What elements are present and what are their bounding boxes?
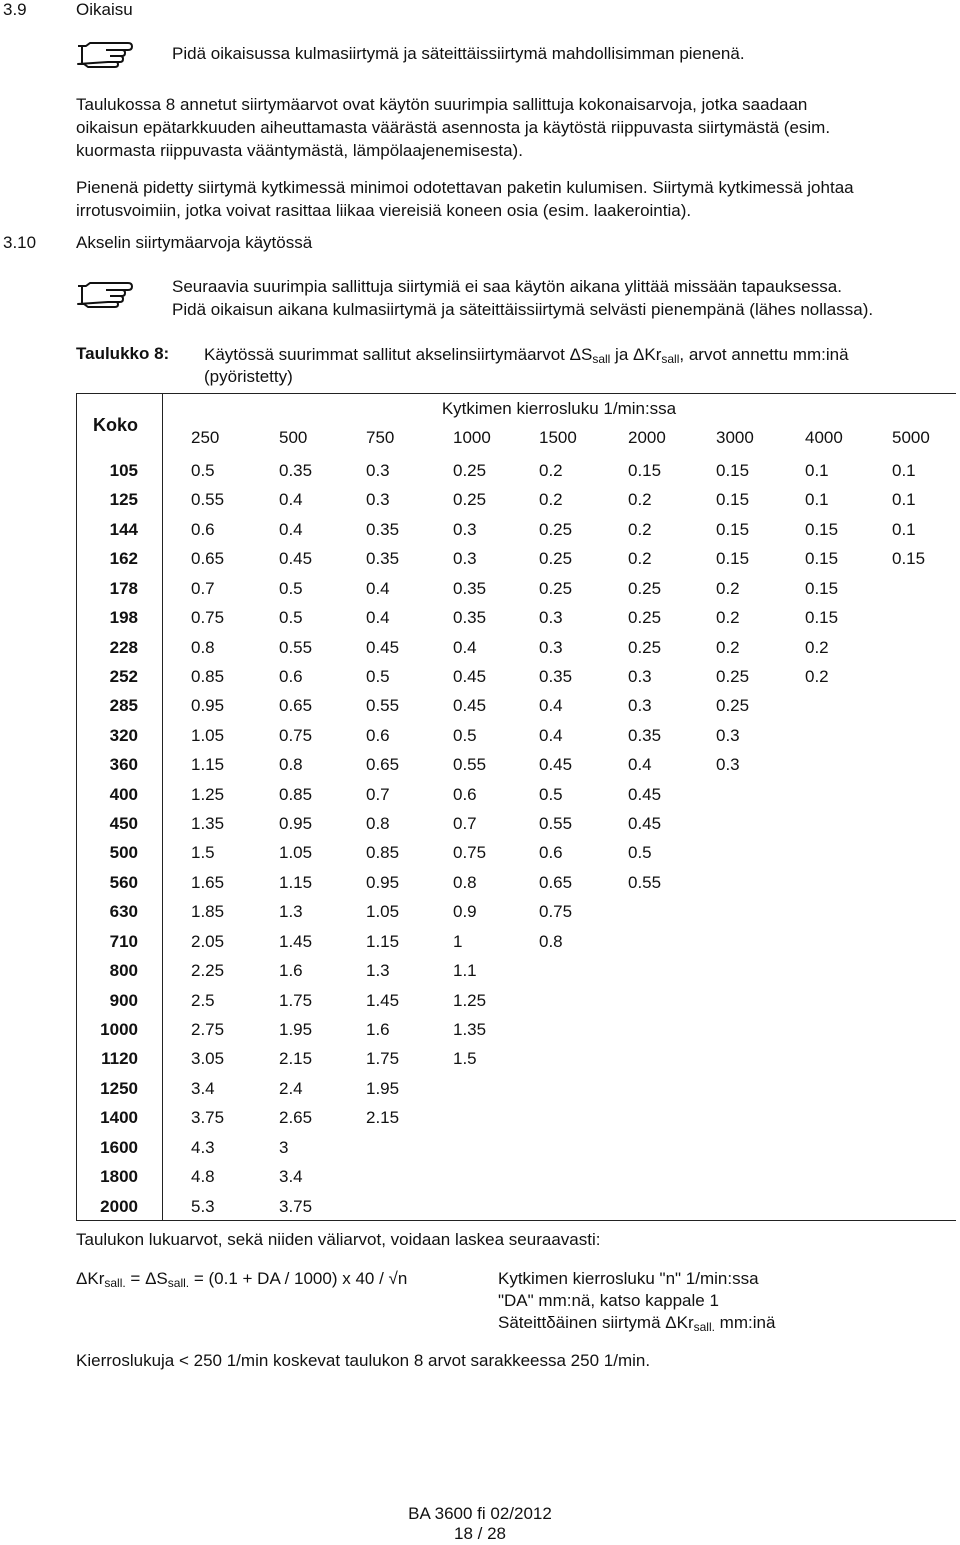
value-cell: 1.5 [191, 843, 215, 863]
value-cell: 0.4 [453, 637, 477, 657]
size-cell: 252 [109, 666, 138, 686]
value-cell: 1.05 [279, 843, 313, 863]
value-cell: 0.55 [628, 872, 662, 892]
value-cell: 1.75 [279, 990, 313, 1010]
note-line: Pidä oikaisun aikana kulmasiirtymä ja säteittäissiirtymä selvästi pienempänä (lähes nollassa). [172, 300, 874, 319]
value-cell: 1.45 [279, 931, 313, 951]
value-cell: 4.8 [191, 1167, 215, 1187]
value-cell: 0.2 [628, 519, 652, 539]
value-cell: 0.25 [716, 666, 750, 686]
size-cell: 178 [109, 578, 138, 598]
value-cell: 0.3 [539, 608, 563, 628]
value-cell: 0.1 [805, 461, 829, 480]
size-cell: 1400 [100, 1108, 138, 1128]
value-cell: 0.45 [539, 755, 573, 775]
value-cell: 0.2 [539, 490, 563, 510]
value-cell: 0.1 [892, 490, 916, 510]
value-cell: 0.85 [279, 784, 313, 804]
value-cell: 1.35 [191, 814, 225, 834]
value-cell: 2.15 [279, 1049, 313, 1069]
footer-doc-id: BA 3600 fi 02/2012 [408, 1504, 552, 1523]
value-cell: 0.6 [366, 725, 390, 745]
value-cell: 1.85 [191, 902, 225, 922]
size-cell: 450 [109, 814, 138, 834]
size-header: Koko [93, 415, 138, 435]
value-cell: 0.95 [191, 696, 225, 716]
value-cell: 0.15 [805, 519, 839, 539]
value-cell: 1.15 [191, 755, 225, 775]
speed-column-header: 5000 [892, 428, 930, 447]
size-cell: 400 [109, 784, 138, 804]
speed-column-header: 250 [191, 428, 220, 447]
note-2 [172, 275, 873, 321]
low-speed-note: Kierroslukuja < 250 1/min koskevat taulukon 8 arvot sarakkeessa 250 1/min. [76, 1351, 651, 1370]
paragraph-line: Taulukossa 8 annetut siirtymäarvot ovat käytön suurimpia sallittuja kokonaisarvoja, jotka saadaan [76, 95, 808, 114]
value-cell: 1.05 [366, 902, 400, 922]
value-cell: 2.4 [279, 1078, 303, 1098]
value-cell: 2.25 [191, 961, 225, 981]
value-cell: 1.95 [279, 1019, 313, 1039]
paragraph-line: kuormasta riippuvasta vääntymästä, lämpölaajenemisesta). [76, 141, 523, 160]
value-cell: 1.6 [279, 961, 303, 981]
value-cell: 0.55 [191, 490, 225, 510]
size-cell: 1600 [100, 1137, 138, 1157]
value-cell: 0.65 [539, 872, 573, 892]
value-cell: 0.15 [892, 549, 926, 569]
value-cell: 0.6 [191, 519, 215, 539]
value-cell: 0.7 [453, 814, 477, 834]
size-cell: 285 [109, 696, 138, 716]
value-cell: 0.35 [628, 725, 662, 745]
value-cell: 0.3 [716, 725, 740, 745]
value-cell: 1.6 [366, 1019, 390, 1039]
value-cell: 0.2 [716, 578, 740, 598]
size-cell: 630 [109, 902, 138, 922]
section-number: 3.10 [3, 233, 37, 252]
value-cell: 0.25 [453, 461, 487, 480]
value-cell: 0.2 [716, 608, 740, 628]
value-cell: 0.15 [716, 490, 750, 510]
legend-line: Säteittδäinen siirtymä ΔKr$_{sall.}$ mm:inä [498, 1313, 776, 1334]
size-cell: 1000 [100, 1019, 138, 1039]
speed-column-header: 4000 [805, 428, 843, 447]
value-cell: 0.4 [366, 608, 390, 628]
value-cell: 1.45 [366, 990, 400, 1010]
value-cell: 0.2 [805, 666, 829, 686]
value-cell: 1.3 [366, 961, 390, 981]
value-cell: 0.45 [628, 814, 662, 834]
value-cell: 0.15 [628, 461, 662, 480]
value-cell: 2.15 [366, 1108, 400, 1128]
value-cell: 0.55 [279, 637, 313, 657]
pointing-hand-icon [76, 278, 134, 308]
value-cell: 0.6 [279, 666, 303, 686]
page-number: 18 / 28 [454, 1524, 506, 1543]
value-cell: 0.75 [279, 725, 313, 745]
size-cell: 125 [109, 490, 138, 510]
note-1: Pidä oikaisussa kulmasiirtymä ja säteittäissiirtymä mahdollisimman pienenä. [172, 44, 745, 63]
speed-column-header: 750 [366, 428, 395, 447]
size-cell: 105 [109, 461, 138, 480]
size-cell: 360 [109, 755, 138, 775]
value-cell: 0.5 [539, 784, 563, 804]
value-cell: 0.65 [191, 549, 225, 569]
value-cell: 0.5 [191, 461, 215, 480]
size-cell: 1120 [101, 1049, 138, 1069]
value-cell: 3 [279, 1137, 289, 1157]
size-cell: 710 [109, 931, 138, 951]
value-cell: 0.55 [453, 755, 487, 775]
value-cell: 0.15 [805, 608, 839, 628]
size-cell: 500 [109, 843, 138, 863]
value-cell: 0.55 [539, 814, 573, 834]
value-cell: 0.45 [628, 784, 662, 804]
speed-column-header: 1000 [453, 428, 491, 447]
paragraph-line: irrotusvoimiin, jotka voivat rasittaa liikaa viereisiä koneen osia (esim. laakerointia). [76, 201, 692, 220]
paragraph-1 [76, 93, 956, 162]
value-cell: 0.25 [628, 608, 662, 628]
value-cell: 0.4 [539, 725, 563, 745]
value-cell: 0.25 [539, 578, 573, 598]
value-cell: 0.9 [453, 902, 477, 922]
value-cell: 0.25 [539, 549, 573, 569]
value-cell: 1.25 [453, 990, 487, 1010]
value-cell: 0.1 [892, 461, 916, 480]
value-cell: 2.5 [191, 990, 215, 1010]
value-cell: 0.7 [366, 784, 390, 804]
value-cell: 0.75 [453, 843, 487, 863]
value-cell: 3.4 [279, 1167, 303, 1187]
table-note: Taulukon lukuarvot, sekä niiden väliarvot, voidaan laskea seuraavasti: [76, 1230, 601, 1249]
value-cell: 0.2 [628, 490, 652, 510]
value-cell: 1.1 [453, 961, 477, 981]
value-cell: 0.45 [453, 666, 487, 686]
value-cell: 0.8 [279, 755, 303, 775]
paragraph-line: oikaisun epätarkkuuden aiheuttamasta väärästä asennosta ja käytöstä riippuvasta siirtymästä (esim. [76, 118, 831, 137]
value-cell: 0.6 [539, 843, 563, 863]
value-cell: 0.45 [453, 696, 487, 716]
value-cell: 0.65 [366, 755, 400, 775]
section-title: Oikaisu [76, 0, 133, 19]
value-cell: 0.7 [191, 578, 215, 598]
value-cell: 0.2 [716, 637, 740, 657]
value-cell: 1.75 [366, 1049, 400, 1069]
size-cell: 1800 [100, 1167, 138, 1187]
value-cell: 0.45 [279, 549, 313, 569]
value-cell: 3.75 [191, 1108, 225, 1128]
value-cell: 0.8 [453, 872, 477, 892]
value-cell: 0.95 [366, 872, 400, 892]
value-cell: 0.5 [453, 725, 477, 745]
value-cell: 0.85 [366, 843, 400, 863]
value-cell: 0.5 [366, 666, 390, 686]
size-cell: 320 [109, 725, 138, 745]
value-cell: 0.25 [628, 637, 662, 657]
value-cell: 1.05 [191, 725, 225, 745]
value-cell: 1.3 [279, 902, 303, 922]
speed-column-header: 500 [279, 428, 308, 447]
displacement-table [76, 393, 956, 1221]
paragraph-2 [76, 176, 956, 222]
value-cell: 1 [453, 931, 463, 951]
size-cell: 198 [109, 608, 138, 628]
value-cell: 0.15 [716, 519, 750, 539]
table-caption-label: Taulukko 8: [76, 344, 170, 363]
speed-header: Kytkimen kierrosluku 1/min:ssa [441, 399, 677, 418]
formula: $\Delta Kr_{sall.} = \Delta S_{sall.} = (0.1$ + DA / 1000) x 40 / √n [76, 1269, 408, 1290]
value-cell: 0.75 [539, 902, 573, 922]
section-number: 3.9 [3, 0, 27, 19]
value-cell: 0.3 [539, 637, 563, 657]
value-cell: 0.45 [366, 637, 400, 657]
value-cell: 0.95 [279, 814, 313, 834]
size-cell: 2000 [100, 1196, 138, 1216]
value-cell: 0.5 [279, 578, 303, 598]
value-cell: 0.4 [279, 519, 303, 539]
value-cell: 1.65 [191, 872, 225, 892]
value-cell: 0.4 [279, 490, 303, 510]
size-cell: 228 [109, 637, 138, 657]
value-cell: 0.15 [716, 549, 750, 569]
value-cell: 0.8 [539, 931, 563, 951]
value-cell: 0.35 [453, 578, 487, 598]
value-cell: 0.8 [366, 814, 390, 834]
value-cell: 0.4 [366, 578, 390, 598]
value-cell: 0.5 [279, 608, 303, 628]
value-cell: 1.15 [366, 931, 400, 951]
value-cell: 0.35 [366, 519, 400, 539]
size-cell: 1250 [100, 1078, 138, 1098]
value-cell: 0.35 [539, 666, 573, 686]
value-cell: 0.15 [716, 461, 750, 480]
value-cell: 0.55 [366, 696, 400, 716]
value-cell: 0.3 [628, 696, 652, 716]
value-cell: 2.65 [279, 1108, 313, 1128]
value-cell: 0.1 [805, 490, 829, 510]
size-cell: 900 [109, 990, 138, 1010]
value-cell: 2.75 [191, 1019, 225, 1039]
section-title: Akselin siirtymäarvoja käytössä [76, 233, 313, 252]
value-cell: 1.95 [366, 1078, 400, 1098]
value-cell: 1.15 [279, 872, 313, 892]
legend-line: "DA" mm:nä, katso kappale 1 [498, 1291, 719, 1310]
pointing-hand-icon [76, 38, 134, 68]
value-cell: 0.25 [716, 696, 750, 716]
value-cell: 0.3 [716, 755, 740, 775]
value-cell: 5.3 [191, 1196, 215, 1216]
speed-column-header: 3000 [716, 428, 754, 447]
value-cell: 0.25 [453, 490, 487, 510]
value-cell: 0.3 [453, 519, 477, 539]
value-cell: 3.05 [191, 1049, 225, 1069]
value-cell: 0.5 [628, 843, 652, 863]
legend-line: Kytkimen kierrosluku "n" 1/min:ssa [498, 1269, 759, 1288]
value-cell: 0.35 [453, 608, 487, 628]
value-cell: 0.4 [539, 696, 563, 716]
value-cell: 0.2 [539, 461, 563, 480]
value-cell: 4.3 [191, 1137, 215, 1157]
size-cell: 162 [109, 549, 138, 569]
size-cell: 560 [109, 872, 138, 892]
value-cell: 0.4 [628, 755, 652, 775]
value-cell: 1.35 [453, 1019, 487, 1039]
value-cell: 2.05 [191, 931, 225, 951]
value-cell: 0.85 [191, 666, 225, 686]
value-cell: 0.35 [366, 549, 400, 569]
value-cell: 0.8 [191, 637, 215, 657]
value-cell: 0.65 [279, 696, 313, 716]
size-cell: 144 [109, 519, 138, 539]
size-cell: 800 [109, 961, 138, 981]
paragraph-line: Pienenä pidetty siirtymä kytkimessä minimoi odotettavan paketin kulumisen. Siirtymä kytkimessä johtaa [76, 178, 854, 197]
table-caption: Käytössä suurimmat sallitut akselinsiirtymäarvot $\Delta S_{sall}$ ja ΔKr$_{sall}$, arvot annettu mm:inä (pyöristetty) [204, 345, 849, 386]
value-cell: 0.2 [628, 549, 652, 569]
value-cell: 0.25 [539, 519, 573, 539]
speed-column-header: 1500 [539, 428, 577, 447]
value-cell: 0.75 [191, 608, 225, 628]
value-cell: 0.3 [453, 549, 477, 569]
value-cell: 0.15 [805, 549, 839, 569]
value-cell: 0.3 [628, 666, 652, 686]
value-cell: 0.6 [453, 784, 477, 804]
value-cell: 0.3 [366, 461, 390, 480]
value-cell: 1.5 [453, 1049, 477, 1069]
note-line: Seuraavia suurimpia sallittuja siirtymiä ei saa käytön aikana ylittää missään tapauksessa. [172, 277, 842, 296]
value-cell: 1.25 [191, 784, 225, 804]
value-cell: 0.3 [366, 490, 390, 510]
speed-column-header: 2000 [628, 428, 666, 447]
formula-legend [498, 1268, 775, 1334]
value-cell: 0.1 [892, 519, 916, 539]
value-cell: 0.2 [805, 637, 829, 657]
value-cell: 3.75 [279, 1196, 313, 1216]
value-cell: 0.35 [279, 461, 313, 480]
value-cell: 3.4 [191, 1078, 215, 1098]
value-cell: 0.25 [628, 578, 662, 598]
value-cell: 0.15 [805, 578, 839, 598]
